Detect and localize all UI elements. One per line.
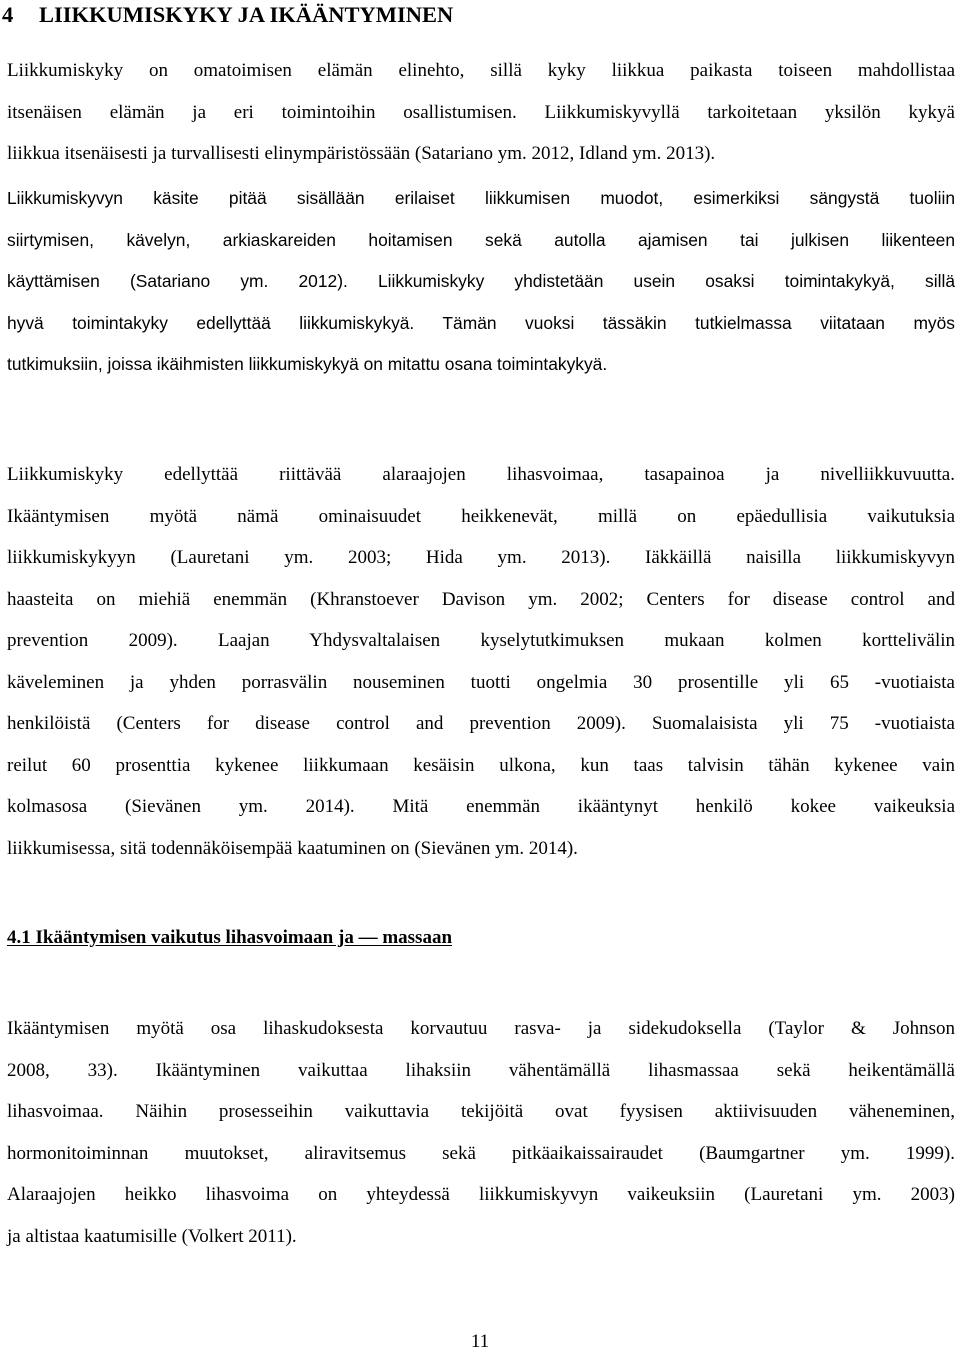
paragraph-line: lihasvoimaa. Näihin prosesseihin vaikuttavia tekijöitä ovat fyysisen aktiivisuuden väheneminen,	[7, 1101, 955, 1122]
paragraph-line: Ikääntymisen myötä osa lihaskudoksesta korvautuu rasva- ja sidekudoksella (Taylor & Johnson	[7, 1018, 955, 1039]
paragraph-line: Liikkumiskyky on omatoimisen elämän elinehto, sillä kyky liikkua paikasta toiseen mahdollistaa	[7, 60, 955, 81]
paragraph-line: Liikkumiskyky edellyttää riittävää alaraajojen lihasvoimaa, tasapainoa ja nivelliikkuvuutta.	[7, 464, 955, 485]
paragraph-line: hyvä toimintakyky edellyttää liikkumiskykyä. Tämän vuoksi tässäkin tutkielmassa viitataan myös	[7, 312, 955, 333]
paragraph-line: hormonitoiminnan muutokset, aliravitsemus sekä pitkäaikaissairaudet (Baumgartner ym. 1999).	[7, 1142, 955, 1164]
paragraph-line: 2008, 33). Ikääntyminen vaikuttaa lihaksiin vähentämällä lihasmassaa sekä heikentämällä	[7, 1059, 955, 1081]
paragraph-line: Alaraajojen heikko lihasvoima on yhteydessä liikkumiskyvyn vaikeuksiin (Lauretani ym. 2003)	[7, 1184, 955, 1205]
paragraph-line: Ikääntymisen myötä nämä ominaisuudet heikkenevät, millä on epäedullisia vaikutuksia	[7, 505, 955, 527]
paragraph-line: liikkua itsenäisesti ja turvallisesti elinympäristössään (Satariano ym. 2012, Idland ym. 2013).	[7, 143, 716, 164]
paragraph-1-continued	[7, 178, 955, 386]
paragraph-line: käyttämisen (Satariano ym. 2012). Liikkumiskyky yhdistetään usein osaksi toimintakykyä, sillä	[7, 271, 955, 291]
paragraph-2	[7, 454, 955, 869]
section-heading: 4.1 Ikääntymisen vaikutus lihasvoimaan ja — massaan	[7, 927, 453, 948]
paragraph-line: liikkumisessa, sitä todennäköisempää kaatuminen on (Sievänen ym. 2014).	[7, 837, 578, 859]
paragraph-line: kolmasosa (Sievänen ym. 2014). Mitä enemmän ikääntynyt henkilö kokee vaikeuksia	[7, 796, 955, 817]
chapter-number: 4	[2, 2, 14, 27]
paragraph-line: prevention 2009). Laajan Yhdysvaltalaisen kyselytutkimuksen mukaan kolmen korttelivälin	[7, 630, 955, 651]
paragraph-1	[7, 50, 955, 175]
chapter-heading	[2, 0, 453, 30]
paragraph-line: reilut 60 prosenttia kykenee liikkumaan kesäisin ulkona, kun taas talvisin tähän kykenee vain	[7, 754, 955, 776]
paragraph-line: haasteita on miehiä enemmän (Khranstoever Davison ym. 2002; Centers for disease control and	[7, 588, 955, 610]
paragraph-line: tutkimuksiin, joissa ikäihmisten liikkumiskykyä on mitattu osana toimintakykyä.	[7, 354, 608, 374]
paragraph-line: liikkumiskykyyn (Lauretani ym. 2003; Hida ym. 2013). Iäkkäillä naisilla liikkumiskyvyn	[7, 547, 955, 568]
paragraph-line: siirtymisen, kävelyn, arkiaskareiden hoitamisen sekä autolla ajamisen tai julkisen liikenteen	[7, 229, 955, 250]
paragraph-line: henkilöistä (Centers for disease control and prevention 2009). Suomalaisista yli 75 -vuotiaista	[7, 713, 955, 734]
chapter-title: LIIKKUMISKYKY JA IKÄÄNTYMINEN	[39, 2, 454, 27]
paragraph-line: ja altistaa kaatumisille (Volkert 2011).	[7, 1225, 297, 1247]
paragraph-line: Liikkumiskyvyn käsite pitää sisällään erilaiset liikkumisen muodot, esimerkiksi sängystä tuoliin	[7, 188, 955, 208]
paragraph-3	[7, 1008, 955, 1257]
paragraph-line: itsenäisen elämän ja eri toimintoihin osallistumisen. Liikkumiskyvyllä tarkoitetaan yksilön kykyä	[7, 101, 955, 123]
page-number: 11	[470, 1331, 490, 1352]
paragraph-line: käveleminen ja yhden porrasvälin nouseminen tuotti ongelmia 30 prosentille yli 65 -vuotiaista	[7, 671, 955, 693]
